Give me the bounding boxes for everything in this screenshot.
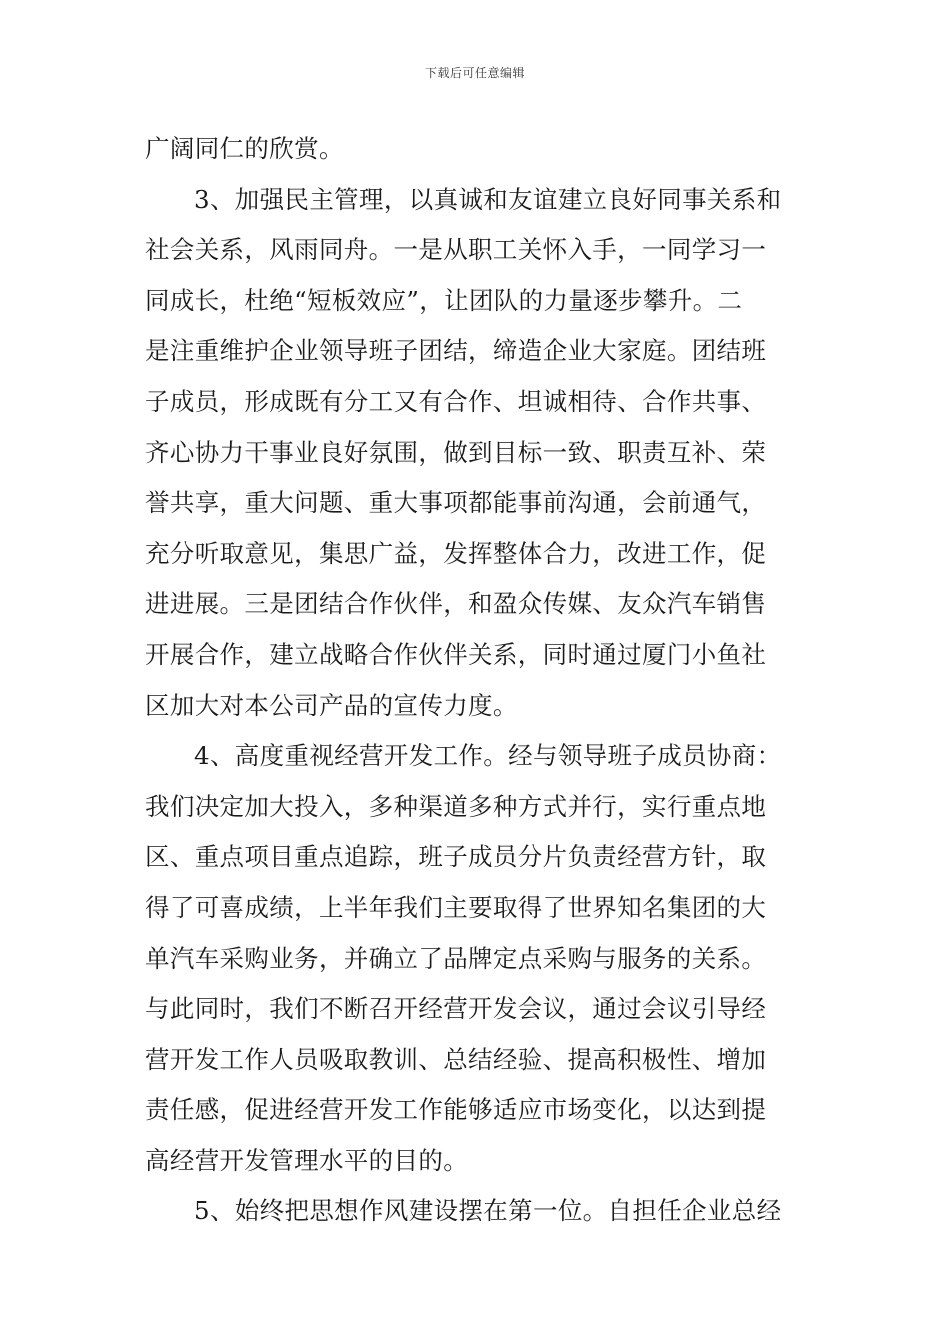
text-line: 责任感，促进经营开发工作能够适应市场变化，以达到提	[145, 1095, 767, 1125]
paragraph-3-start: 3、加强民主管理，以真诚和友谊建立良好同事关系和	[194, 184, 782, 214]
text-line: 齐心协力干事业良好氛围，做到目标一致、职责互补、荣	[145, 437, 767, 467]
text-line: 是注重维护企业领导班子团结，缔造企业大家庭。团结班	[145, 336, 767, 366]
text-line: 与此同时，我们不断召开经营开发会议，通过会议引导经	[145, 994, 767, 1024]
text-line: 我们决定加大投入，多种渠道多种方式并行，实行重点地	[145, 791, 767, 821]
text-line: 同成长，杜绝“短板效应”，让团队的力量逐步攀升。二	[145, 285, 743, 315]
paragraph-4-start: 4、高度重视经营开发工作。经与领导班子成员协商：	[194, 741, 782, 771]
text-line: 高经营开发管理水平的目的。	[145, 1145, 469, 1175]
text-line: 子成员，形成既有分工又有合作、坦诚相待、合作共事、	[145, 386, 767, 416]
text-line: 广阔同仁的欣赏。	[145, 134, 344, 163]
text-line: 区加大对本公司产品的宣传力度。	[145, 690, 518, 720]
body-text	[145, 124, 809, 1237]
text-line: 单汽车采购业务，并确立了品牌定点采购与服务的关系。	[145, 943, 767, 973]
page-header: 下载后可任意编辑	[424, 66, 525, 80]
text-line: 开展合作，建立战略合作伙伴关系，同时通过厦门小鱼社	[145, 639, 767, 669]
text-line: 社会关系，风雨同舟。一是从职工关怀入手，一同学习一	[145, 235, 767, 265]
text-line: 得了可喜成绩，上半年我们主要取得了世界知名集团的大	[145, 892, 767, 922]
text-line: 进进展。三是团结合作伙伴，和盈众传媒、友众汽车销售	[145, 589, 767, 619]
text-line: 誉共享，重大问题、重大事项都能事前沟通，会前通气，	[145, 488, 767, 518]
text-line: 营开发工作人员吸取教训、总结经验、提高积极性、增加	[145, 1044, 767, 1074]
text-line: 充分听取意见，集思广益，发挥整体合力，改进工作，促	[145, 538, 767, 568]
paragraph-5-start: 5、始终把思想作风建设摆在第一位。自担任企业总经	[194, 1196, 782, 1226]
text-line: 区、重点项目重点追踪，班子成员分片负责经营方针，取	[145, 842, 767, 872]
